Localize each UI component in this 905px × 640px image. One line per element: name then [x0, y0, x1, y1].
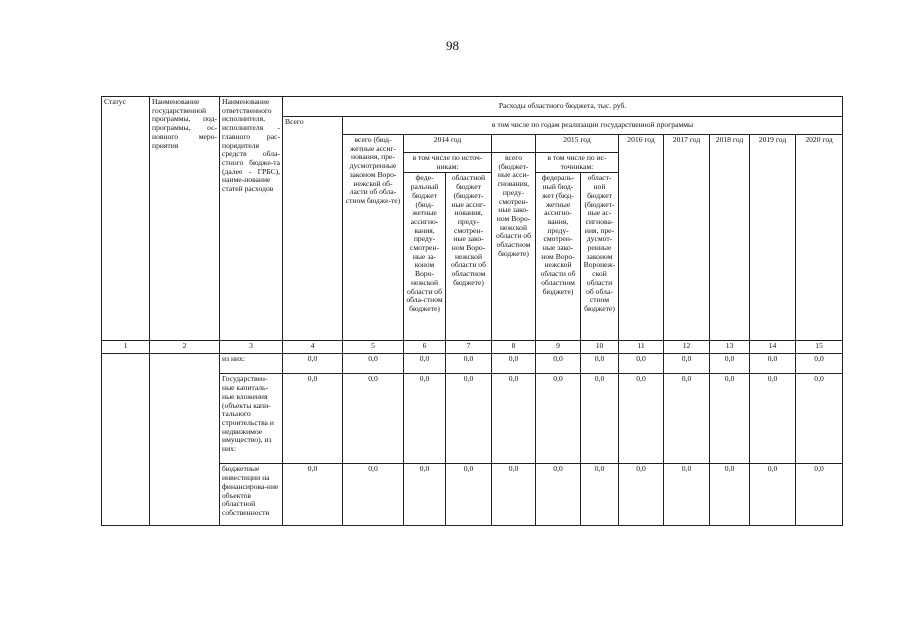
row-label: бюджетные инвестиции на финансирова-ние объектов областной собственности: [220, 464, 283, 526]
header-program-name: Наименование государственной программы, под-программы, ос-новного меро-приятия: [150, 97, 220, 341]
value-cell: 0,0: [750, 464, 796, 526]
value-cell: 0,0: [283, 464, 343, 526]
value-cell: 0,0: [283, 354, 343, 374]
header-sources-2014: в том числе по источ-никам:: [404, 153, 492, 173]
value-cell: 0,0: [343, 354, 404, 374]
header-2015-spacer: [492, 135, 536, 153]
value-cell: 0,0: [343, 374, 404, 464]
column-number: 10: [581, 341, 619, 354]
header-year-2019: 2019 год: [750, 135, 796, 341]
column-number: 11: [619, 341, 664, 354]
value-cell: 0,0: [664, 354, 710, 374]
value-cell: 0,0: [446, 374, 492, 464]
header-regional-2014: областной бюджет (бюджет-ные ассиг-нования, преду-смотрен-ные зако-ном Воро-нежской области об областном бюджете): [446, 173, 492, 341]
value-cell: 0,0: [446, 464, 492, 526]
value-cell: 0,0: [581, 464, 619, 526]
status-cell: [102, 354, 150, 526]
header-year-2016: 2016 год: [619, 135, 664, 341]
value-cell: 0,0: [404, 354, 446, 374]
header-regional-2015: област-ной бюджет (бюджет-ные ас-сигнова-ния, пре-дусмот-ренные законом Воронеж-ской области об обла-стном бюджете): [581, 173, 619, 341]
row-label: Государствен-ные капиталь-ные вложения (объекты капи-тального строительства и недвижимое имущество), из них:: [220, 374, 283, 464]
header-year-2018: 2018 год: [710, 135, 750, 341]
column-number: 12: [664, 341, 710, 354]
header-year-2017: 2017 год: [664, 135, 710, 341]
column-number: 14: [750, 341, 796, 354]
value-cell: 0,0: [710, 464, 750, 526]
value-cell: 0,0: [404, 374, 446, 464]
value-cell: 0,0: [343, 464, 404, 526]
table-row: [102, 354, 843, 374]
value-cell: 0,0: [283, 374, 343, 464]
value-cell: 0,0: [492, 464, 536, 526]
header-federal-2014: феде-ральный бюджет (бюд-жетные ассигно-вания, преду-смотрен-ные за-коном Воро-нежской области об обла-стном бюджете): [404, 173, 446, 341]
value-cell: 0,0: [404, 464, 446, 526]
header-year-2015: 2015 год: [536, 135, 619, 153]
value-cell: 0,0: [664, 464, 710, 526]
header-total-planned: всего (бюд-жетные ассиг-нования, пре-дусмотренные законом Воро-нежской об-ласти об обла-стном бюдже-те): [343, 135, 404, 341]
value-cell: 0,0: [619, 354, 664, 374]
value-cell: 0,0: [796, 374, 843, 464]
value-cell: 0,0: [796, 464, 843, 526]
column-number: 1: [102, 341, 150, 354]
header-by-years: в том числе по годам реализации государственной программы: [343, 117, 843, 135]
column-number: 6: [404, 341, 446, 354]
value-cell: 0,0: [536, 464, 581, 526]
value-cell: 0,0: [710, 374, 750, 464]
value-cell: 0,0: [492, 374, 536, 464]
column-number: 13: [710, 341, 750, 354]
column-number: 4: [283, 341, 343, 354]
column-number: 3: [220, 341, 283, 354]
value-cell: 0,0: [536, 374, 581, 464]
value-cell: 0,0: [536, 354, 581, 374]
page-number: 98: [446, 38, 459, 53]
header-year-2020: 2020 год: [796, 135, 843, 341]
column-number: 7: [446, 341, 492, 354]
value-cell: 0,0: [581, 354, 619, 374]
value-cell: 0,0: [619, 464, 664, 526]
value-cell: 0,0: [581, 374, 619, 464]
header-total: Всего: [283, 117, 343, 341]
header-year-2014: 2014 год: [404, 135, 492, 153]
value-cell: 0,0: [664, 374, 710, 464]
column-number: 15: [796, 341, 843, 354]
budget-table: [101, 96, 843, 526]
value-cell: 0,0: [750, 374, 796, 464]
column-number: 8: [492, 341, 536, 354]
column-number: 9: [536, 341, 581, 354]
value-cell: 0,0: [446, 354, 492, 374]
value-cell: 0,0: [710, 354, 750, 374]
header-sources-2015: в том числе по ис-точникам:: [536, 153, 619, 173]
header-status: Статус: [102, 97, 150, 341]
value-cell: 0,0: [796, 354, 843, 374]
column-number-row: [102, 341, 843, 354]
header-expenses-title: Расходы областного бюджета, тыс. руб.: [283, 97, 843, 117]
header-federal-2015: федераль-ный бюд-жет (бюд-жетные ассигно-вания, преду-смотрен-ные зако-ном Воро-нежской области об областном бюджете): [536, 173, 581, 341]
value-cell: 0,0: [750, 354, 796, 374]
value-cell: 0,0: [492, 354, 536, 374]
program-name-cell: [150, 354, 220, 526]
row-label: из них:: [220, 354, 283, 374]
column-number: 5: [343, 341, 404, 354]
value-cell: 0,0: [619, 374, 664, 464]
column-number: 2: [150, 341, 220, 354]
header-total-2015: всего (бюджет-ные асси-гнования, преду-смотрен-ные зако-ном Воро-нежской области об областном бюджете): [492, 153, 536, 341]
header-executor-name: Наименование ответственного исполнителя, исполнителя - главного рас-порядителя средств обла-стного бюдже-та (далее - ГРБС), наиме-нование статей расходов: [220, 97, 283, 341]
